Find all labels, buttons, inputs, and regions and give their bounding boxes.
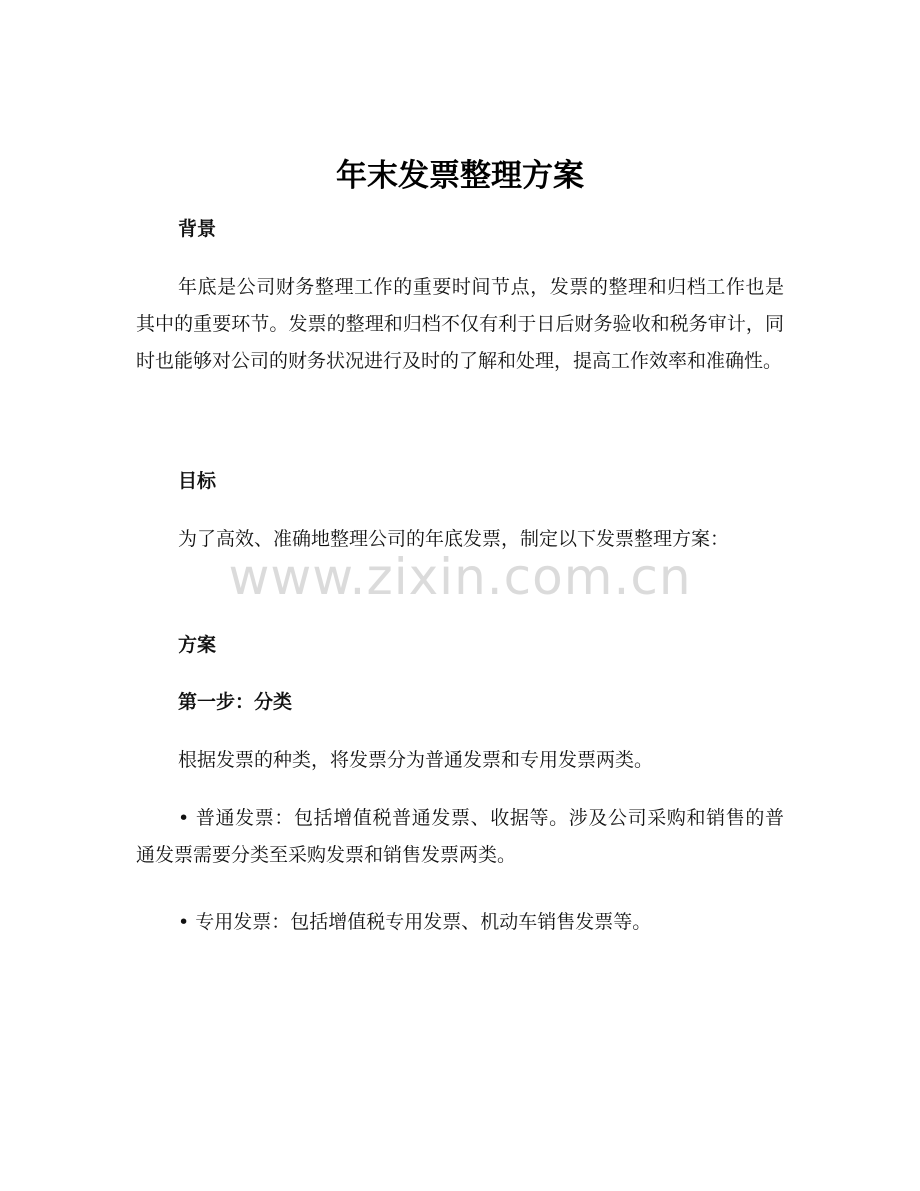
section-heading-plan: 方案 — [178, 634, 217, 656]
document-title: 年末发票整理方案 — [336, 158, 584, 194]
goal-paragraph: 为了高效、准确地整理公司的年底发票，制定以下发票整理方案： — [178, 528, 730, 550]
watermark: www.zixin.com.cn — [228, 548, 692, 606]
background-paragraph: 年底是公司财务整理工作的重要时间节点，发票的整理和归档工作也是其中的重要环节。发票的整理和归档不仅有利于日后财务验收和税务审计，同时也能够对公司的财务状况进行及时的了解和处理，提高工作效率和准确性。 — [136, 276, 784, 372]
section-heading-goal: 目标 — [178, 470, 217, 492]
bullet-special-invoice: • 专用发票：包括增值税专用发票、机动车销售发票等。 — [178, 911, 652, 933]
bullet-general-invoice: • 普通发票：包括增值税普通发票、收据等。涉及公司采购和销售的普通发票需要分类至采购发票和销售发票两类。 — [136, 807, 784, 866]
step1-paragraph: 根据发票的种类，将发票分为普通发票和专用发票两类。 — [178, 749, 654, 771]
section-heading-background: 背景 — [178, 218, 217, 240]
step1-heading: 第一步：分类 — [178, 691, 293, 713]
